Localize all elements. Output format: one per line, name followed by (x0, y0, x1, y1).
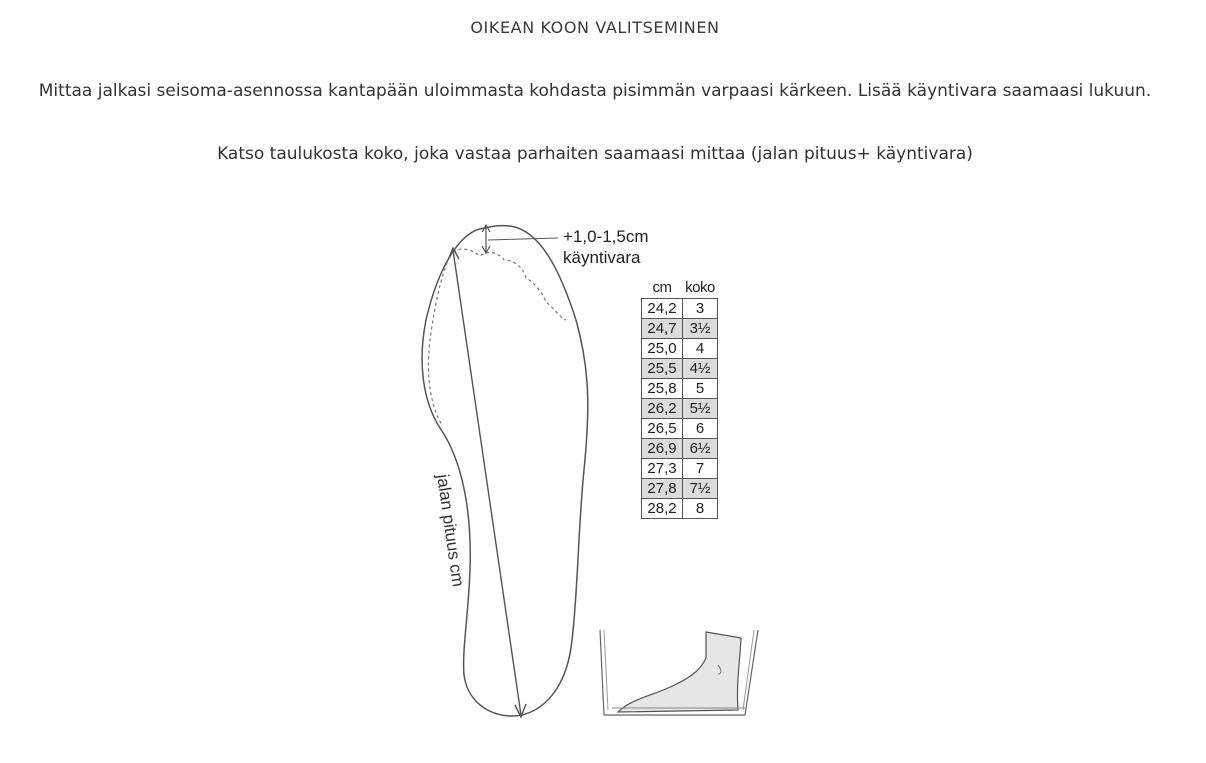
size-table-header-koko: koko (685, 279, 715, 296)
size-koko: 5½ (683, 399, 718, 419)
size-koko: 7½ (683, 479, 718, 499)
table-row (642, 479, 718, 499)
table-row (642, 379, 718, 399)
table-row (642, 419, 718, 439)
size-cm: 26,9 (642, 439, 683, 459)
allowance-value: +1,0-1,5cm (563, 227, 649, 246)
allowance-label: käyntivara (563, 248, 641, 267)
size-cm: 24,2 (642, 299, 683, 319)
table-row (642, 459, 718, 479)
size-table (641, 279, 718, 519)
table-row (642, 499, 718, 519)
size-cm: 26,2 (642, 399, 683, 419)
allowance-annotation (563, 226, 649, 268)
foot-length-label: jalan pituus cm (433, 473, 468, 588)
foot-in-shoe-icon (600, 630, 758, 715)
size-cm: 27,8 (642, 479, 683, 499)
page-title: OIKEAN KOON VALITSEMINEN (470, 18, 720, 37)
size-cm: 25,0 (642, 339, 683, 359)
size-cm: 24,7 (642, 319, 683, 339)
size-koko: 6 (683, 419, 718, 439)
size-koko: 3½ (683, 319, 718, 339)
size-cm: 27,3 (642, 459, 683, 479)
size-cm: 28,2 (642, 499, 683, 519)
size-guide-figure (400, 210, 800, 730)
measure-instruction: Mittaa jalkasi seisoma-asennossa kantapään uloimmasta kohdasta pisimmän varpaasi kärkeen. Lisää käyntivara saamaasi lukuun. (38, 81, 1152, 101)
table-row (642, 339, 718, 359)
size-koko: 6½ (683, 439, 718, 459)
table-row (642, 359, 718, 379)
foot-outline-dashed (429, 249, 567, 425)
table-row (642, 299, 718, 319)
size-koko: 4½ (683, 359, 718, 379)
size-koko: 5 (683, 379, 718, 399)
size-cm: 26,5 (642, 419, 683, 439)
size-cm: 25,5 (642, 359, 683, 379)
table-row (642, 399, 718, 419)
table-row (642, 319, 718, 339)
table-instruction: Katso taulukosta koko, joka vastaa parhaiten saamaasi mittaa (jalan pituus+ käyntivara) (217, 144, 973, 164)
size-guide-drawing (400, 210, 800, 730)
size-koko: 4 (683, 339, 718, 359)
size-table-header-cm: cm (652, 279, 672, 296)
size-koko: 7 (683, 459, 718, 479)
insole-outline-icon (422, 226, 588, 716)
size-koko: 3 (683, 299, 718, 319)
size-koko: 8 (683, 499, 718, 519)
size-cm: 25,8 (642, 379, 683, 399)
table-row (642, 439, 718, 459)
